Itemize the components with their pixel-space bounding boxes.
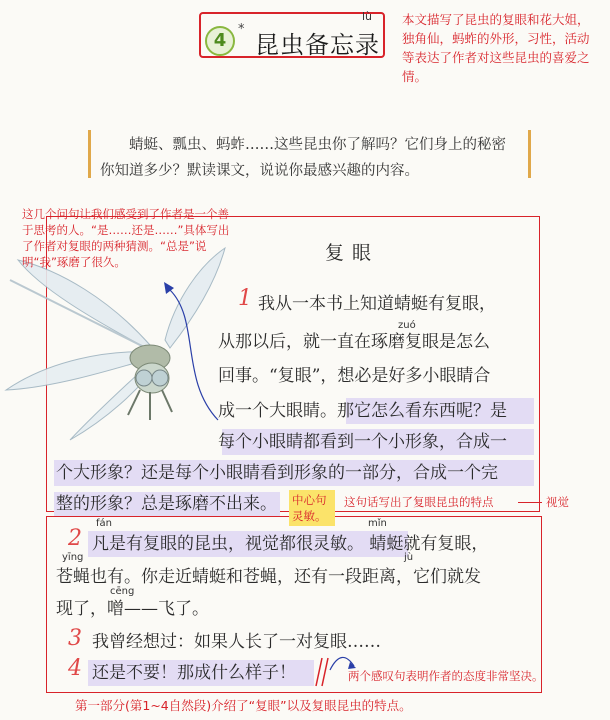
optional-lesson-star: * [238,22,245,37]
summary-annotation: 本文描写了昆虫的复眼和花大姐，独角仙，蚂蚱的外形，习性，活动等表达了作者对这些昆虫的喜爱之情。 [402,12,590,84]
pinyin: jù [404,552,414,563]
lesson-number-badge: 4 [205,26,235,56]
center-sentence-tag [289,490,335,526]
paragraph-line: 从那以后，就一直在琢磨复眼是怎么 [218,332,490,352]
annotation-arrow [160,280,240,430]
paragraph-line: 成一个大眼睛。那它怎么看东西呢？是 [218,401,507,421]
title-pinyin: lù [362,10,373,23]
paragraph-line: 现了，噌——飞了。 [56,599,209,619]
paragraph-line: 我从一本书上知道蜻蜓有复眼， [258,294,496,314]
intro-bar-left [88,130,91,178]
pinyin: fán [96,518,112,529]
feature-annotation: 这句话写出了复眼昆虫的特点 [344,495,494,509]
paragraph-line: 苍蝇也有。你走近蜻蜓和苍蝇，还有一段距离，它们就发 [56,567,481,587]
paragraph-line: 每个小眼睛都看到一个小形象，合成一 [218,432,507,452]
pinyin: cēng [110,586,135,597]
center-tag-label: 中心句 [292,493,327,507]
pinyin: mǐn [368,518,387,529]
paragraph-line: 凡是有复眼的昆虫，视觉都很灵敏。 蜻蜓就有复眼， [92,534,489,554]
center-tag-label-2: 灵敏。 [292,509,327,523]
annotation-leader-line [518,502,542,503]
exclamation-annotation: 两个感叹句表明作者的态度非常坚决。 [348,669,544,683]
feature-annotation-tail: 视觉 [546,495,569,509]
paragraph-number: 4 [68,656,82,681]
pinyin: zuó [398,320,416,331]
lesson-title: 昆虫备忘录 [255,31,380,59]
question-annotation: 这几个问句让我们感受到了作者是一个善于思考的人。“是……还是……”具体写出了作者对复眼的两种猜测。“总是”说明“我”琢磨了很久。 [22,207,230,269]
part1-summary-annotation: 第一部分(第1~4自然段)介绍了“复眼”以及复眼昆虫的特点。 [75,698,412,713]
reading-prompt: 蜻蜓、瓢虫、蚂蚱……这些昆虫你了解吗？它们身上的秘密你知道多少？默读课文，说说你最感兴趣的内容。 [100,137,506,179]
paragraph-line: 还是不要！那成什么样子！ [92,663,296,683]
paragraph-line: 整的形象？总是琢磨不出来。 [56,494,277,514]
paragraph-line: 我曾经想过：如果人长了一对复眼…… [92,632,381,652]
paragraph-line: 回事。“复眼”，想必是好多小眼睛合 [218,366,491,386]
intro-bar-right [528,130,531,178]
pinyin: yīng [62,552,84,563]
essay-section-title: 复眼 [325,242,380,264]
paragraph-number: 2 [68,526,82,551]
paragraph-number: 1 [238,286,252,311]
paragraph-line: 个大形象？还是每个小眼睛看到形象的一部分，合成一个完 [56,463,498,483]
paragraph-number: 3 [68,626,82,651]
